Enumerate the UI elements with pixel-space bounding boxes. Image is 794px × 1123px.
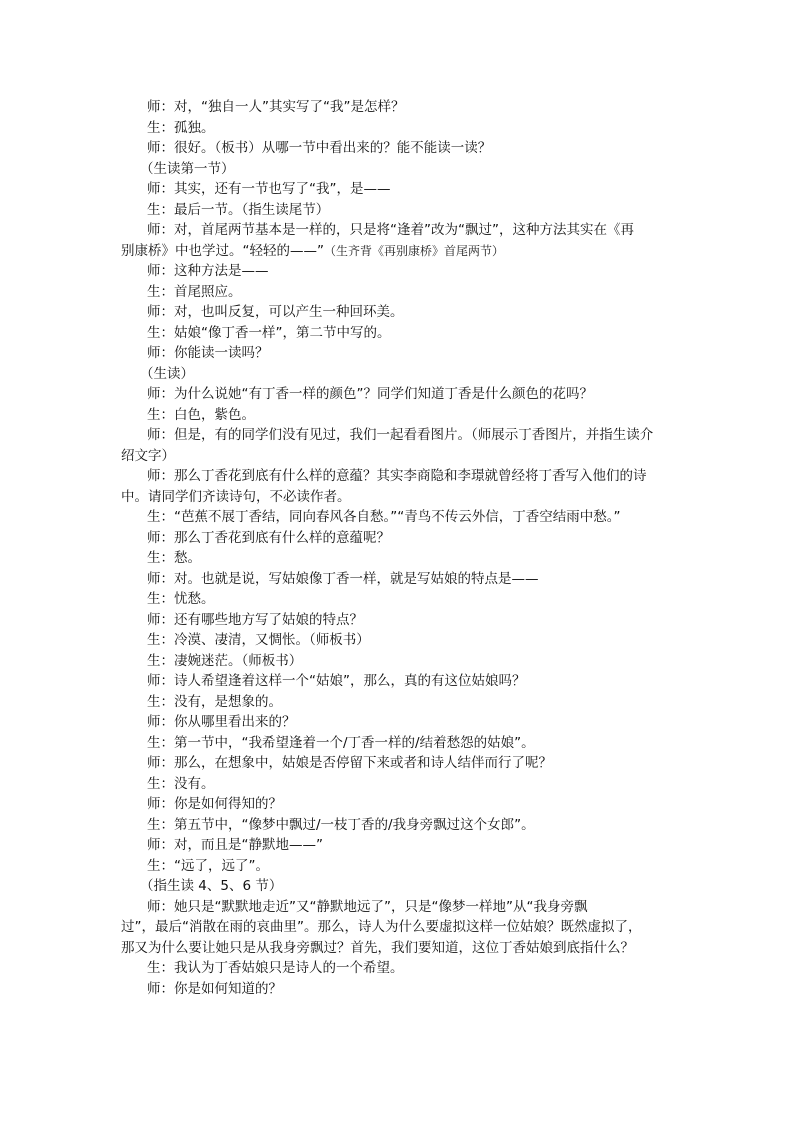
text-line [121, 979, 676, 1000]
document-body [121, 97, 676, 999]
line-note: （生齐背《再别康桥》首尾两节） [324, 243, 505, 258]
line-text: 生：首尾照应。 [147, 283, 242, 300]
line-text: 师：你能读一读吗？ [147, 345, 269, 361]
line-text: 生：孤独。 [147, 119, 215, 136]
line-text: 生：最后一节。（指生读尾节） [147, 201, 330, 218]
line-text: （生读） [140, 365, 194, 382]
line-text: 师：为什么说她“有丁香一样的颜色”？同学们知道丁香是什么颜色的花吗？ [147, 386, 593, 402]
line-text: 生：冷漠、凄清，又惆怅。（师板书） [147, 632, 370, 648]
text-line [121, 282, 676, 303]
line-text: 那又为什么要让她只是从我身旁飘过？首先，我们要知道，这位丁香姑娘到底指什么？ [121, 939, 634, 956]
line-text: 师：你是如何得知的？ [147, 796, 282, 812]
text-line [121, 241, 676, 262]
line-text: 生：第一节中，“我希望逢着一个/丁香一样的/结着愁怨的姑娘”。 [147, 734, 535, 751]
line-text: 生：凄婉迷茫。（师板书） [147, 652, 303, 669]
text-line [121, 610, 676, 631]
line-text: 师：对。也就是说，写姑娘像丁香一样，就是写姑娘的特点是—— [147, 570, 539, 587]
text-line [121, 159, 676, 180]
line-text: 师：那么丁香花到底有什么样的意蕴呢？ [147, 529, 390, 546]
line-text: 师：其实，还有一节也写了“我”，是—— [147, 181, 391, 197]
text-line [121, 466, 676, 487]
text-line [121, 487, 676, 508]
text-line [121, 302, 676, 323]
text-line [121, 589, 676, 610]
text-line [121, 323, 676, 344]
line-text: 别康桥》中也学过。“轻轻的——” [121, 242, 324, 259]
line-text: 生：愁。 [147, 550, 201, 566]
text-line [121, 958, 676, 979]
line-text: 师：你是如何知道的？ [147, 980, 282, 997]
text-line [121, 220, 676, 241]
text-line [121, 630, 676, 651]
text-line [121, 794, 676, 815]
text-line [121, 712, 676, 733]
line-text: 过”，最后“消散在雨的哀曲里”。那么，诗人为什么要虚拟这样一位姑娘？既然虚拟了， [121, 919, 642, 935]
line-text: 中。请同学们齐读诗句，不必读作者。 [121, 488, 351, 505]
text-line [121, 835, 676, 856]
line-text: 师：对，而且是“静默地——” [147, 837, 323, 853]
line-text: 生：我认为丁香姑娘只是诗人的一个希望。 [147, 960, 404, 976]
text-line [121, 876, 676, 897]
line-text: 师：但是，有的同学们没有见过，我们一起看看图片。（师展示丁香图片，并指生读介 [147, 427, 654, 443]
line-text: 绍文字） [121, 447, 175, 464]
text-line [121, 179, 676, 200]
text-line [121, 569, 676, 590]
text-line [121, 384, 676, 405]
text-line [121, 118, 676, 139]
text-line [121, 938, 676, 959]
line-text: 生：姑娘“像丁香一样”，第二节中写的。 [147, 324, 391, 341]
text-line [121, 753, 676, 774]
text-line [121, 138, 676, 159]
text-line [121, 200, 676, 221]
text-line [121, 97, 676, 118]
line-text: 师：对，“独自一人”其实写了“我”是怎样？ [147, 99, 405, 115]
line-text: 师：很好。（板书）从哪一节中看出来的？能不能读一读？ [147, 140, 492, 156]
line-text: 生：没有。 [147, 775, 215, 792]
text-line [121, 446, 676, 467]
text-line [121, 917, 676, 938]
line-text: 生：“远了，远了”。 [147, 857, 269, 874]
line-text: 师：那么，在想象中，姑娘是否停留下来或者和诗人结伴而行了呢？ [147, 755, 552, 771]
line-text: 生：白色，紫色。 [147, 406, 255, 423]
line-text: 师：这种方法是—— [147, 263, 269, 279]
line-text: （指生读 4、5、6 节） [140, 878, 283, 894]
line-text: 师：她只是“默默地走近”又“静默地远了”，只是“像梦一样地”从“我身旁飘 [147, 898, 588, 915]
text-line [121, 425, 676, 446]
text-line [121, 733, 676, 754]
line-text: 师：你从哪里看出来的？ [147, 714, 296, 730]
line-text: （生读第一节） [140, 160, 235, 177]
line-text: 师：还有哪些地方写了姑娘的特点？ [147, 611, 363, 628]
text-line [121, 405, 676, 426]
text-line [121, 671, 676, 692]
text-line [121, 651, 676, 672]
text-line [121, 815, 676, 836]
line-text: 师：对，也叫反复，可以产生一种回环美。 [147, 304, 404, 320]
text-line [121, 528, 676, 549]
line-text: 生：没有，是想象的。 [147, 693, 282, 710]
line-text: 师：对，首尾两节基本是一样的，只是将“逢着”改为“飘过”，这种方法其实在《再 [147, 222, 634, 238]
line-text: 生：忧愁。 [147, 591, 215, 607]
line-text: 生：“芭蕉不展丁香结，同向春风各自愁。”“青鸟不传云外信，丁香空结雨中愁。” [147, 509, 621, 525]
text-line [121, 507, 676, 528]
text-line [121, 856, 676, 877]
line-text: 师：诗人希望逢着这样一个“姑娘”，那么，真的有这位姑娘吗？ [147, 673, 526, 689]
text-line [121, 774, 676, 795]
text-line [121, 343, 676, 364]
line-text: 师：那么丁香花到底有什么样的意蕴？其实李商隐和李璟就曾经将丁香写入他们的诗 [147, 468, 647, 484]
text-line [121, 897, 676, 918]
text-line [121, 261, 676, 282]
text-line [121, 364, 676, 385]
text-line [121, 548, 676, 569]
text-line [121, 692, 676, 713]
line-text: 生：第五节中，“像梦中飘过/一枝丁香的/我身旁飘过这个女郎”。 [147, 816, 535, 833]
